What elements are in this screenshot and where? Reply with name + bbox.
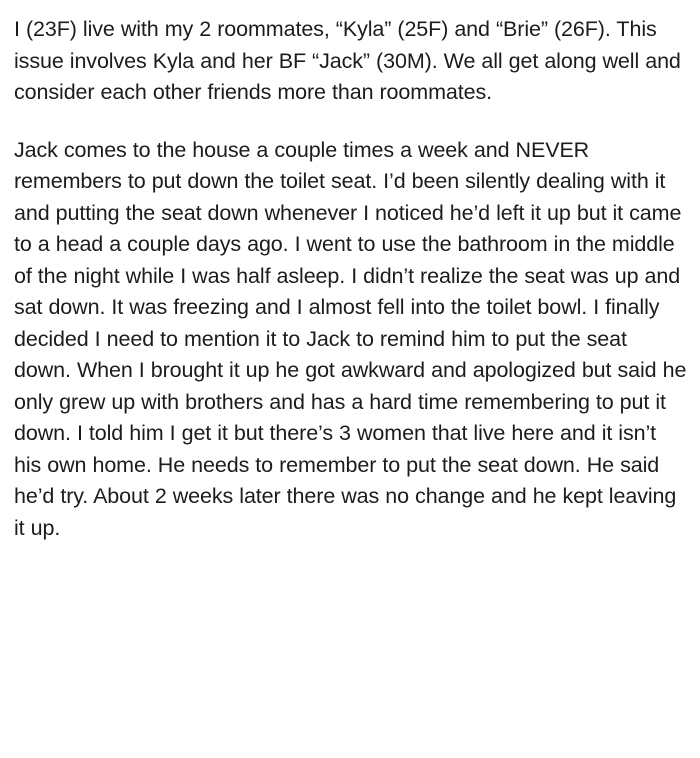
post-paragraph-2: Jack comes to the house a couple times a week and NEVER remembers to put down the toilet seat. I’d been silently dealing with it and putting the seat down whenever I noticed he’d left it up but it came to a head a couple days ago. I went to use the bathroom in the middle of the night while I was half asleep. I didn’t realize the seat was up and sat down. It was freezing and I almost fell into the toilet bowl. I finally decided I need to mention it to Jack to remind him to put the seat down. When I brought it up he got awkward and apologized but said he only grew up with brothers and has a hard time remembering to put it down. I told him I get it but there’s 3 women that live here and it isn’t his own home. He needs to remember to put the seat down. He said he’d try. About 2 weeks later there was no change and he kept leaving it up. — [14, 137, 693, 540]
post-paragraph-1: I (23F) live with my 2 roommates, “Kyla” (25F) and “Brie” (26F). This issue involves Kyla and her BF “Jack” (30M). We all get along well and consider each other friends more than roommates. — [14, 17, 687, 104]
